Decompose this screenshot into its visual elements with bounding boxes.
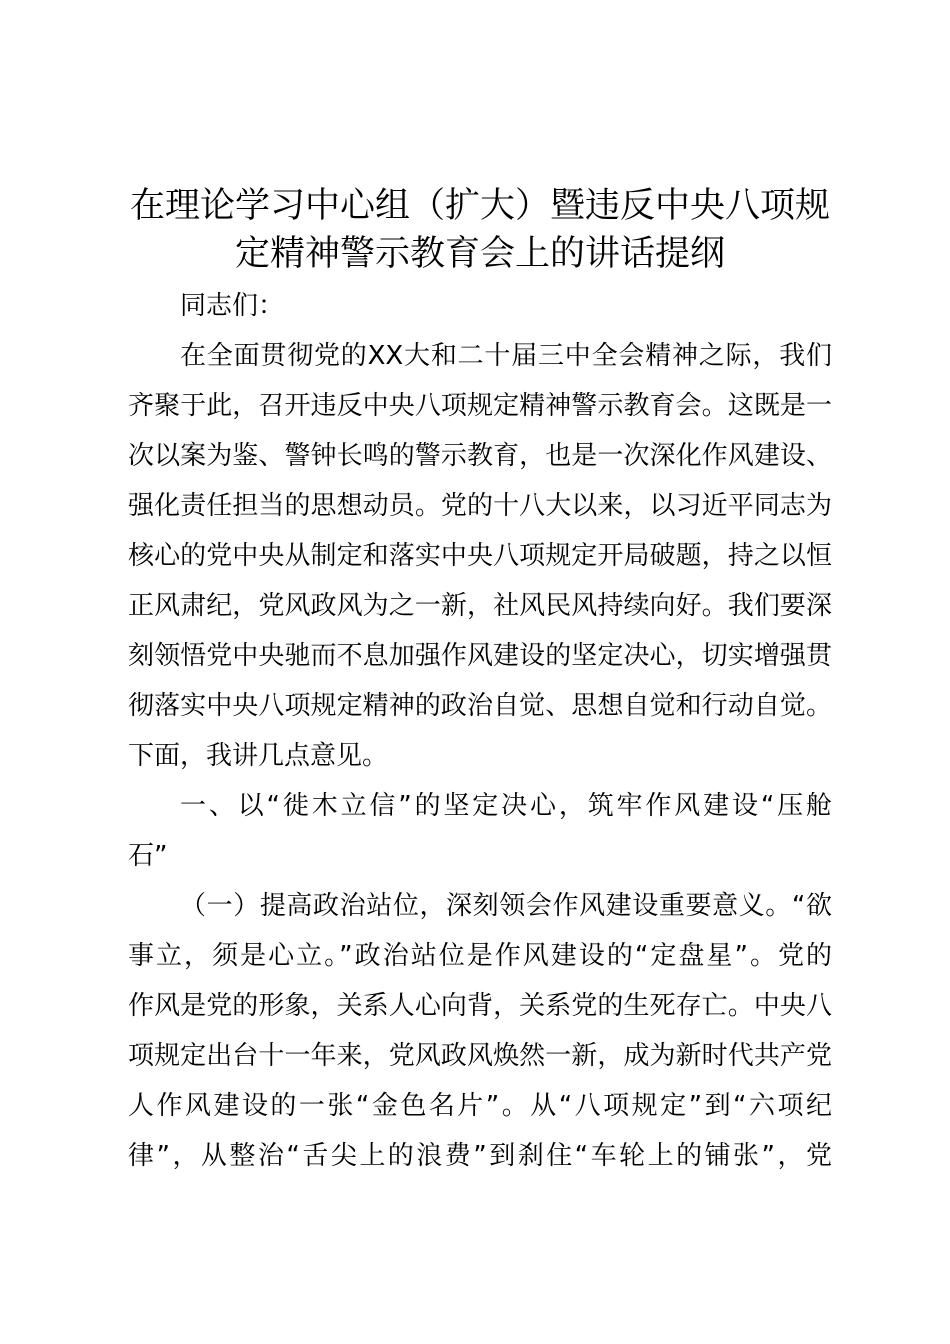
text-line: 作风是党的形象，关系人心向背，关系党的生死存亡。中央八 <box>128 991 832 1021</box>
heading-line: 石” <box>128 841 168 871</box>
text-line: 项规定出台十一年来，党风政风焕然一新，成为新时代共产党 <box>128 1041 832 1071</box>
document-title <box>110 182 850 278</box>
text-line: 齐聚于此，召开违反中央八项规定精神警示教育会。这既是一 <box>128 391 832 421</box>
text-line: 次以案为鉴、警钟长鸣的警示教育，也是一次深化作风建设、 <box>128 441 832 471</box>
text-line: 刻领悟党中央驰而不息加强作风建设的坚定决心，切实增强贯 <box>128 641 832 671</box>
text-line: 正风肃纪，党风政风为之一新，社风民风持续向好。我们要深 <box>128 591 832 621</box>
salutation-line: 同志们： <box>180 291 285 321</box>
text-line: 下面，我讲几点意见。 <box>128 741 389 771</box>
text-line: 核心的党中央从制定和落实中央八项规定开局破题，持之以恒 <box>128 541 832 571</box>
salutation <box>128 281 832 331</box>
text-line: （一）提高政治站位，深刻领会作风建设重要意义。“欲 <box>180 891 832 921</box>
intro-paragraph <box>128 331 832 781</box>
text-line: 在全面贯彻党的XX大和二十届三中全会精神之际，我们 <box>180 341 832 371</box>
title-line-2: 定精神警示教育会上的讲话提纲 <box>234 234 725 274</box>
title-line-1: 在理论学习中心组（扩大）暨违反中央八项规 <box>129 186 830 226</box>
subsection-paragraph-1 <box>128 881 832 1181</box>
text-line: 彻落实中央八项规定精神的政治自觉、思想自觉和行动自觉。 <box>128 691 832 721</box>
text-line: 事立，须是心立。”政治站位是作风建设的“定盘星”。党的 <box>128 941 832 971</box>
text-line: 人作风建设的一张“金色名片”。从“八项规定”到“六项纪 <box>128 1091 832 1121</box>
section-heading-1 <box>128 781 832 881</box>
text-line: 律”，从整治“舌尖上的浪费”到刹住“车轮上的铺张”，党 <box>128 1141 832 1171</box>
heading-line: 一、以“徙木立信”的坚定决心，筑牢作风建设“压舱 <box>180 791 832 821</box>
document-body <box>128 281 832 1181</box>
text-line: 强化责任担当的思想动员。党的十八大以来，以习近平同志为 <box>128 491 832 521</box>
